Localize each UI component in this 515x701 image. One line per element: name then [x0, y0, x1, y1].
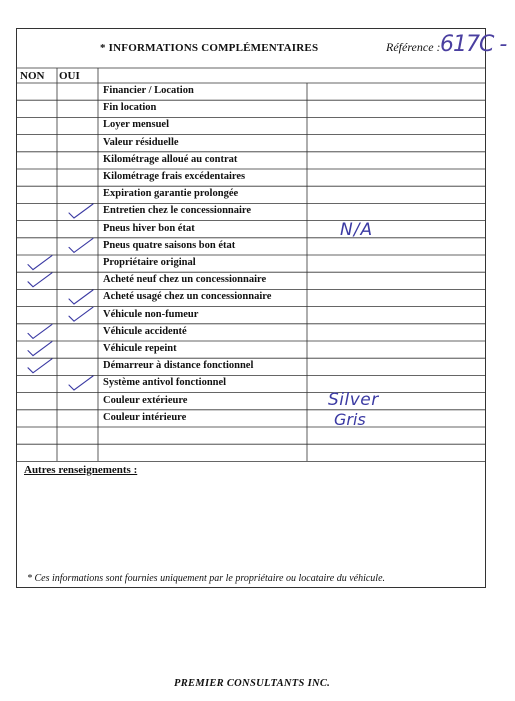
checkmark-icon [69, 307, 93, 321]
column-header-oui: OUI [59, 70, 80, 82]
note-pneus-hiver: N/A [340, 220, 374, 240]
checkmark-icon [69, 290, 93, 304]
row-label: Acheté usagé chez un concessionnaire [103, 291, 272, 303]
row-label: Kilométrage frais excédentaires [103, 171, 246, 182]
row-label: Démarreur à distance fonctionnel [103, 360, 254, 372]
form-title: * INFORMATIONS COMPLÉMENTAIRES [100, 42, 319, 54]
row-label: Pneus hiver bon état [103, 222, 195, 234]
row-label: Véhicule repeint [103, 343, 177, 354]
row-label: Loyer mensuel [103, 119, 170, 131]
row-label: Acheté neuf chez un concessionnaire [103, 274, 267, 286]
reference-label: Référence : [386, 40, 441, 54]
checkmark-icon [28, 324, 52, 338]
row-label: Couleur extérieure [103, 394, 188, 406]
row-label: Entretien chez le concessionnaire [103, 205, 252, 217]
row-label: Valeur résiduelle [103, 136, 179, 148]
checkmark-icon [28, 273, 52, 287]
note-couleur-interieure: Gris [334, 410, 366, 429]
row-label: Pneus quatre saisons bon état [103, 239, 236, 251]
checkmark-icon [69, 238, 93, 252]
autres-renseignements-label: Autres renseignements : [24, 464, 138, 476]
checkmark-icon [28, 342, 52, 356]
checkmark-icon [28, 359, 52, 373]
row-label: Expiration garantie prolongée [103, 188, 239, 200]
checkmark-icon [28, 256, 52, 270]
row-label: Fin location [103, 102, 157, 114]
row-label: Véhicule non-fumeur [103, 308, 199, 320]
footnote: * Ces informations sont fournies uniquement par le propriétaire ou locataire du véhicule. [27, 573, 386, 584]
row-label: Financier / Location [103, 85, 194, 96]
note-couleur-exterieure: Silver [328, 390, 379, 410]
reference-value: 617C - [440, 32, 507, 57]
checkmark-icon [69, 376, 93, 390]
company-name: PREMIER CONSULTANTS INC. [174, 678, 331, 689]
checkmark-icon [69, 204, 93, 218]
row-label: Kilométrage alloué au contrat [103, 153, 238, 165]
row-label: Système antivol fonctionnel [103, 377, 227, 389]
column-header-non: NON [20, 70, 45, 82]
row-label: Véhicule accidenté [103, 325, 187, 337]
row-label: Propriétaire original [103, 257, 196, 268]
row-label: Couleur intérieure [103, 411, 187, 423]
